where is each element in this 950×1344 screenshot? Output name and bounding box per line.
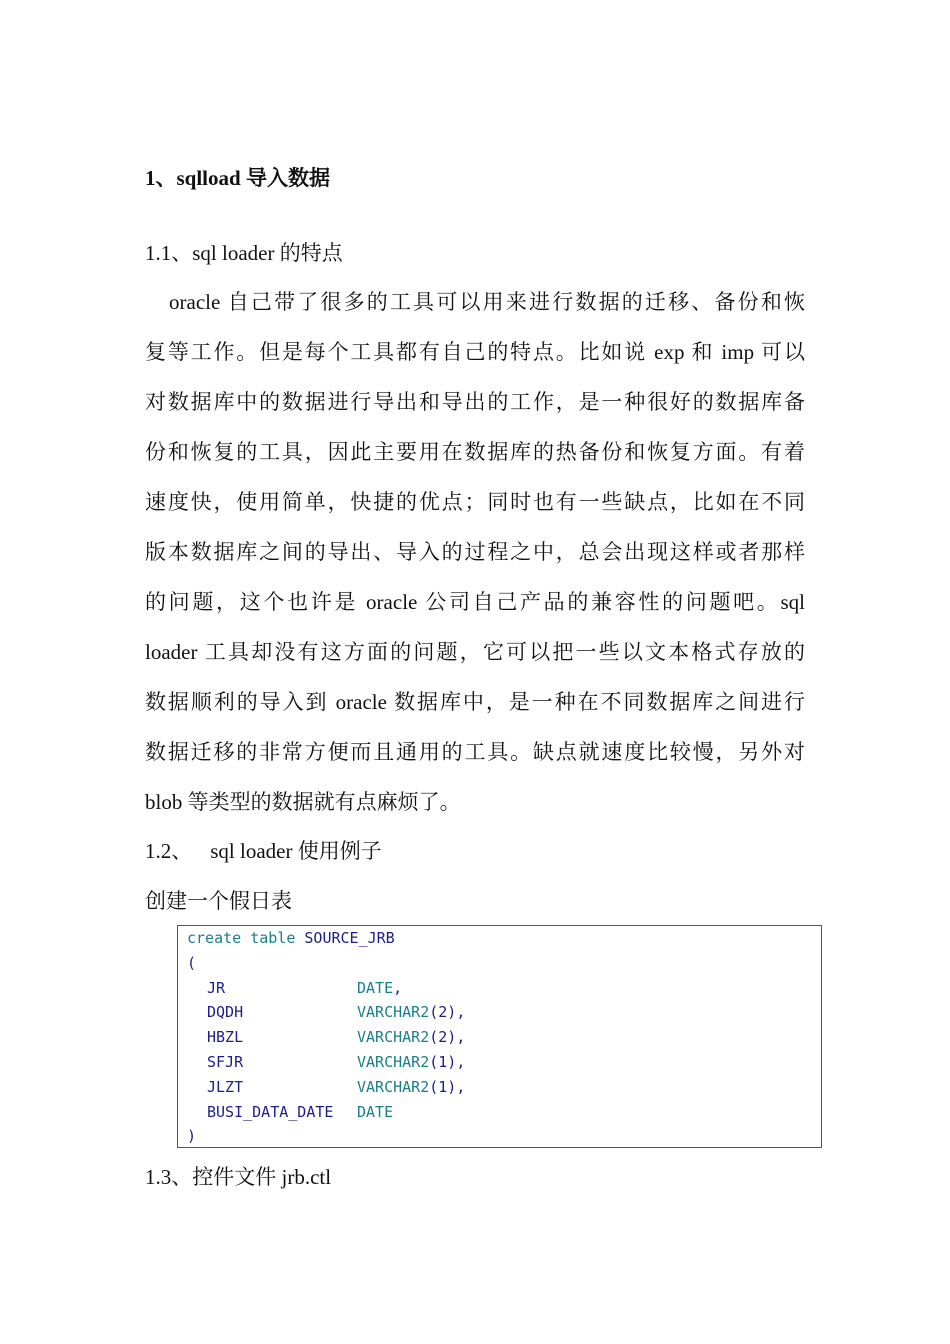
code-line-open-paren: ( <box>187 953 197 972</box>
section-title: sql loader 使用例子 <box>210 839 382 863</box>
heading-sql-loader-example <box>145 836 382 866</box>
paragraph-line: 份和恢复的工具，因此主要用在数据库的热备份和恢复方面。有着 <box>145 440 805 464</box>
code-line-column <box>187 1025 821 1050</box>
code-keyword: create table <box>187 929 296 947</box>
column-args: (1) <box>429 1077 457 1096</box>
section-number: 1.2、 <box>145 839 193 863</box>
code-block-create-table <box>177 925 822 1148</box>
column-name: HBZL <box>207 1028 244 1047</box>
column-type: DATE <box>357 1102 394 1121</box>
paragraph-line: 复等工作。但是每个工具都有自己的特点。比如说 exp 和 imp 可以 <box>145 340 805 364</box>
code-line-column <box>187 1000 821 1025</box>
column-type: VARCHAR2 <box>357 1003 430 1022</box>
column-sep: , <box>456 1052 466 1071</box>
column-args: (1) <box>429 1052 457 1071</box>
column-sep: , <box>456 1077 466 1096</box>
code-line-column <box>187 1100 821 1125</box>
column-name: BUSI_DATA_DATE <box>207 1102 334 1121</box>
column-sep: , <box>393 978 403 997</box>
create-table-caption: 创建一个假日表 <box>145 889 292 913</box>
code-table-name: SOURCE_JRB <box>304 929 395 947</box>
code-line-column <box>187 1050 821 1075</box>
column-args: (2) <box>429 1028 457 1047</box>
heading-sqlload-import: 1、sqlload 导入数据 <box>145 166 330 190</box>
paragraph-line: loader 工具却没有这方面的问题，它可以把一些以文本格式存放的 <box>145 640 805 664</box>
column-sep: , <box>456 1028 466 1047</box>
column-type: VARCHAR2 <box>357 1028 430 1047</box>
paragraph-line: 对数据库中的数据进行导出和导出的工作，是一种很好的数据库备 <box>145 390 805 414</box>
heading-control-file: 1.3、控件文件 jrb.ctl <box>145 1165 332 1189</box>
heading-sql-loader-features: 1.1、sql loader 的特点 <box>145 241 343 265</box>
column-type: DATE <box>357 978 394 997</box>
column-sep: , <box>456 1003 466 1022</box>
code-line-column <box>187 976 821 1001</box>
column-name: DQDH <box>207 1003 244 1022</box>
paragraph-line: 版本数据库之间的导出、导入的过程之中，总会出现这样或者那样 <box>145 540 805 564</box>
column-args: (2) <box>429 1003 457 1022</box>
column-type: VARCHAR2 <box>357 1052 430 1071</box>
paragraph-line: 的问题，这个也许是 oracle 公司自己产品的兼容性的问题吧。sql <box>145 590 805 614</box>
code-line-create <box>187 926 821 951</box>
code-line-column <box>187 1075 821 1100</box>
column-name: JLZT <box>207 1077 244 1096</box>
code-line-close-paren: ) <box>187 1127 197 1146</box>
paragraph-line: blob 等类型的数据就有点麻烦了。 <box>145 790 461 814</box>
column-name: JR <box>207 978 226 997</box>
features-paragraph <box>145 287 805 837</box>
paragraph-line: 速度快，使用简单，快捷的优点；同时也有一些缺点，比如在不同 <box>145 490 805 514</box>
column-name: SFJR <box>207 1052 244 1071</box>
paragraph-line: 数据顺利的导入到 oracle 数据库中，是一种在不同数据库之间进行 <box>145 690 805 714</box>
paragraph-line: 数据迁移的非常方便而且通用的工具。缺点就速度比较慢，另外对 <box>145 740 805 764</box>
column-type: VARCHAR2 <box>357 1077 430 1096</box>
paragraph-line: oracle 自己带了很多的工具可以用来进行数据的迁移、备份和恢 <box>169 290 805 314</box>
